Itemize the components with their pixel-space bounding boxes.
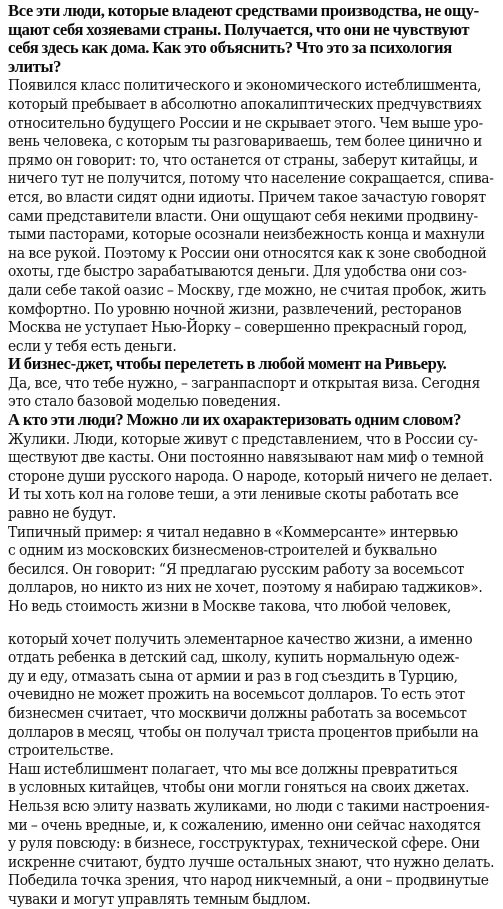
- interview-question: [8, 355, 498, 374]
- text-line: прямо он говорит: то, что останется от страны, заберут китайцы, и: [8, 150, 478, 169]
- text-line: бесился. Он говорит: “Я предлагаю русским работу за восемьсот: [8, 559, 465, 578]
- text-line: ничего тут не получится, потому что население сокращается, спива-: [8, 169, 494, 188]
- text-line: бизнесмен считает, что москвичи должны работать за восемьсот: [8, 703, 467, 722]
- text-line: строительстве.: [8, 741, 114, 760]
- text-line: искренне считают, будто лучше остальных знают, что нужно делать.: [8, 852, 495, 871]
- text-line: долларов в месяц, чтобы он получал триста процентов прибыли на: [8, 722, 479, 741]
- article-page: [8, 2, 498, 908]
- text-line: на все рукой. Поэтому к России они относятся как к зоне свободной: [8, 243, 487, 262]
- text-line: Все эти люди, которые владеют средствами производства, не ощу-: [8, 2, 479, 20]
- text-line: охоты, где быстро зарабатываются деньги. Для удобства они соз-: [8, 262, 467, 281]
- text-line: в условных китайцев, чтобы они могли гоняться на своих джетах.: [8, 778, 470, 797]
- text-line: ду и еду, отмазать сына от армии и раз в год съездить в Турцию,: [8, 666, 458, 685]
- text-line: комфортно. По уровню ночной жизни, развлечений, ресторанов: [8, 299, 462, 318]
- text-line: Появился класс политического и экономического истеблишмента,: [8, 76, 482, 95]
- text-line: сами представители власти. Они ощущают себя некими продвину-: [8, 206, 478, 225]
- column-break-gap: [8, 616, 498, 630]
- text-line: щают себя хозяевами страны. Получается, что они не чувствуют: [8, 20, 470, 39]
- text-line: Да, все, что тебе нужно, – загранпаспорт и открытая виза. Сегодня: [8, 373, 480, 392]
- text-line: Нельзя всю элиту назвать жуликами, но люди с такими настроения-: [8, 796, 490, 815]
- text-line: чуваки и могут управлять темным быдлом.: [8, 889, 311, 908]
- text-line: очевидно не может прожить на восемьсот долларов. То есть этот: [8, 685, 465, 704]
- text-line: долларов, но никто из них не хочет, поэтому я набираю таджиков».: [8, 578, 483, 597]
- interview-answer: [8, 630, 498, 760]
- text-line: тыми пасторами, которые осознали неизбежность конца и махнули: [8, 225, 485, 244]
- text-line: если у тебя есть деньги.: [8, 336, 177, 355]
- text-line: дали себе такой оазис – Москву, где можно, не считая пробок, жить: [8, 280, 486, 299]
- text-line: И бизнес-джет, чтобы перелететь в любой момент на Ривьеру.: [8, 355, 447, 374]
- text-line: Типичный пример: я читал недавно в «Коммерсанте» интервью: [8, 522, 458, 541]
- interview-answer: [8, 523, 498, 616]
- text-line: ми – очень вредные, и, к сожалению, именно они сейчас находятся: [8, 815, 481, 834]
- text-line: равно не будут.: [8, 504, 117, 523]
- text-line: отдать ребенка в детский сад, школу, купить нормальную одеж-: [8, 648, 460, 667]
- text-line: Но ведь стоимость жизни в Москве такова, что любой человек,: [8, 597, 452, 615]
- text-line: который пребывает в абсолютно апокалиптических предчувствиях: [8, 94, 482, 113]
- interview-question: [8, 411, 498, 430]
- text-line: себя здесь как дома. Как это объяснить? Что это за психология: [8, 39, 452, 58]
- text-line: Жулики. Люди, которые живут с представлением, что в России су-: [8, 429, 478, 448]
- text-line: А кто эти люди? Можно ли их охарактеризовать одним словом?: [8, 411, 462, 430]
- text-line: Победила точка зрения, что народ никчемный, а они – продвинутые: [8, 871, 489, 890]
- text-line: стороне души русского народа. О народе, который ничего не делает.: [8, 466, 493, 485]
- text-line: элиты?: [8, 57, 62, 76]
- text-line: у руля повсюду: в бизнесе, госструктурах, технической сфере. Они: [8, 834, 480, 853]
- text-line: ется, во власти сидят одни идиоты. Причем такое зачастую говорят: [8, 187, 486, 206]
- text-line: который хочет получить элементарное качество жизни, а именно: [8, 629, 473, 648]
- text-line: относительно будущего России и не скрывает этого. Чем выше уро-: [8, 113, 483, 132]
- text-line: это стало базовой моделью поведения.: [8, 392, 281, 411]
- interview-answer: [8, 76, 498, 355]
- text-line: с одним из московских бизнесменов-строителей и буквально: [8, 541, 437, 560]
- interview-answer: [8, 430, 498, 523]
- text-line: И ты хоть кол на голове теши, а эти ленивые скоты работать все: [8, 485, 459, 504]
- interview-answer: [8, 760, 498, 909]
- text-line: ществуют две касты. Они постоянно навязывают нам миф о темной: [8, 448, 484, 467]
- interview-question: [8, 2, 498, 76]
- interview-answer: [8, 374, 498, 411]
- text-line: Наш истеблишмент полагает, что мы все должны превратиться: [8, 759, 458, 778]
- text-line: вень человека, с которым ты разговариваешь, тем более цинично и: [8, 132, 483, 151]
- text-line: Москва не уступает Нью-Йорку – совершенно прекрасный город,: [8, 318, 468, 337]
